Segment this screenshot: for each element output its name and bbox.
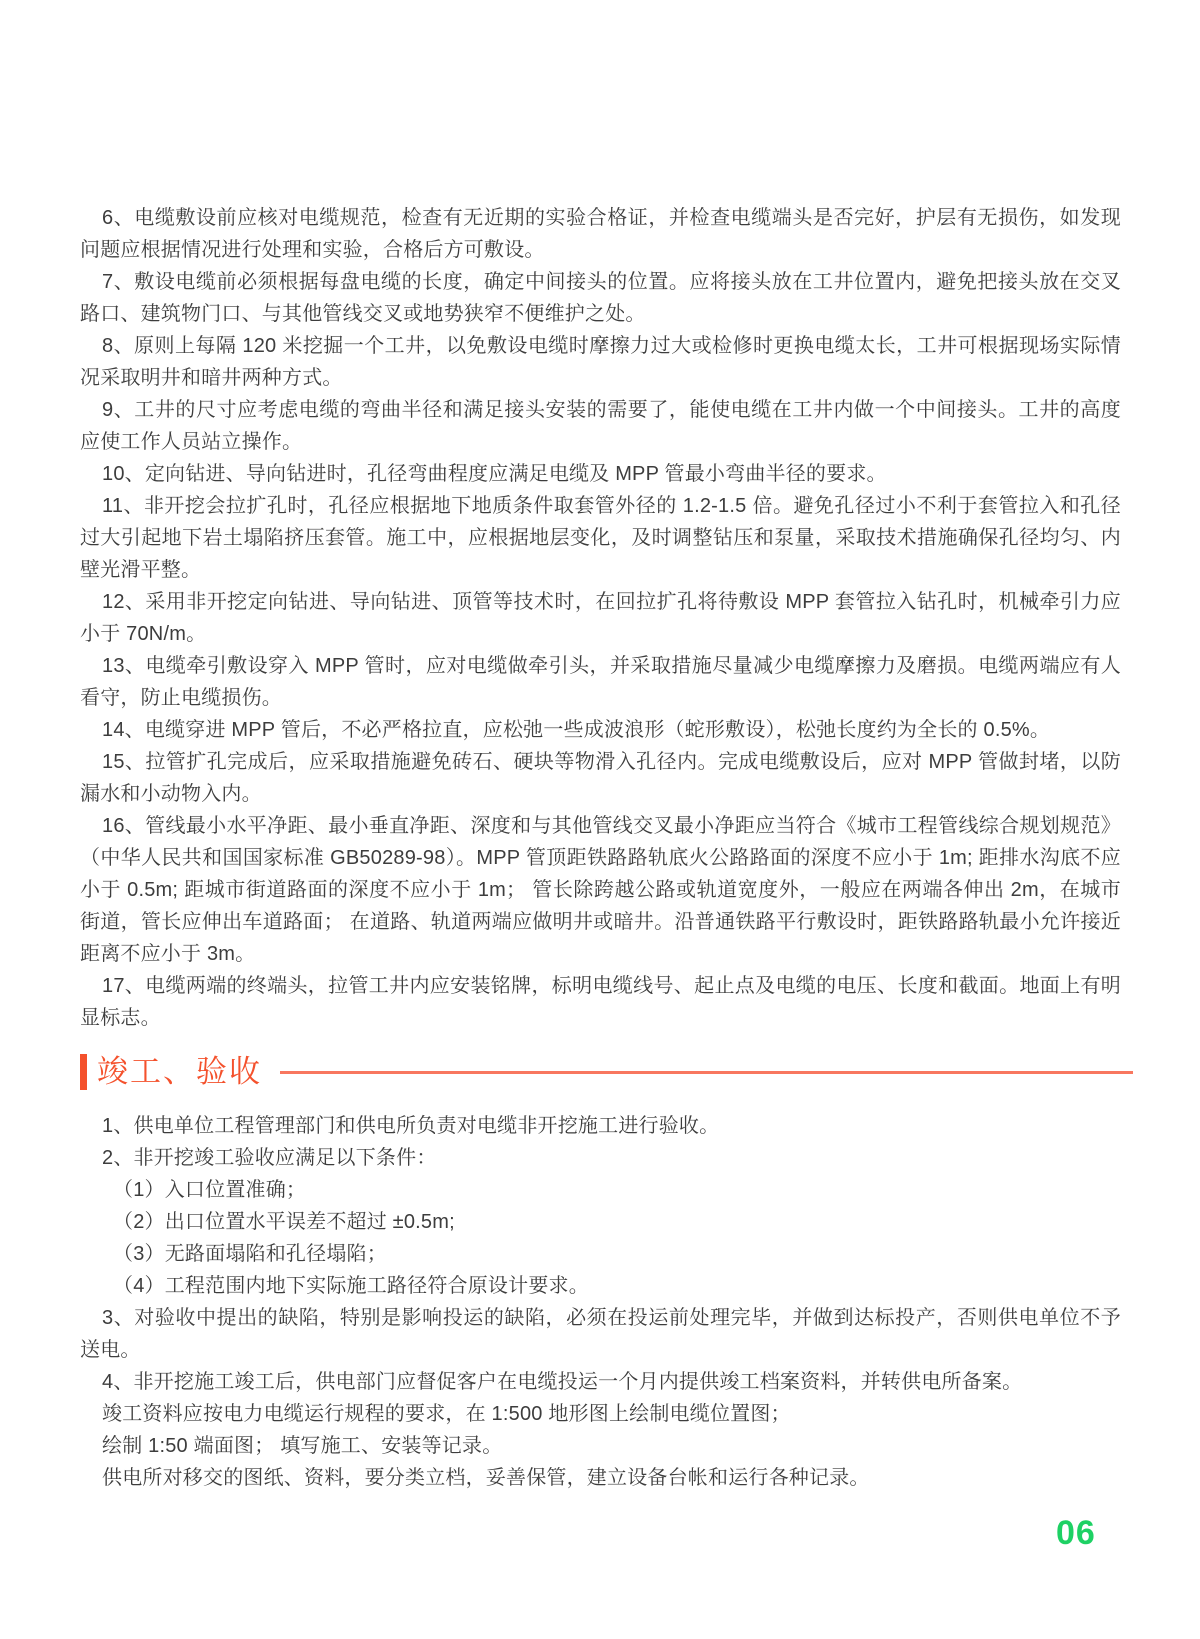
- section-title: 竣工、验收: [97, 1054, 262, 1090]
- construction-paragraph-7: 7、敷设电缆前必须根据每盘电缆的长度，确定中间接头的位置。应将接头放在工井位置内，避免把接头放在交叉路口、建筑物门口、与其他管线交叉或地势狭窄不便维护之处。: [80, 271, 1121, 325]
- construction-paragraph-11: 11、非开挖会拉扩孔时，孔径应根据地下地质条件取套管外径的 1.2-1.5 倍。避免孔径过小不利于套管拉入和孔径过大引起地下岩土塌陷挤压套管。施工中，应根据地层变化，及时调整钻压和泵量，采取技术措施确保孔径均匀、内壁光滑平整。: [80, 495, 1121, 581]
- acceptance-paragraph-3: 3、对验收中提出的缺陷，特别是影响投运的缺陷，必须在投运前处理完毕，并做到达标投产，否则供电单位不予送电。: [80, 1307, 1121, 1361]
- section-accent-bar: [80, 1054, 87, 1090]
- construction-paragraph-10: 10、定向钻进、导向钻进时，孔径弯曲程度应满足电缆及 MPP 管最小弯曲半径的要求。: [102, 463, 887, 485]
- section-header-completion-acceptance: [80, 1050, 1133, 1094]
- acceptance-subitem-4: （4）工程范围内地下实际施工路径符合原设计要求。: [113, 1275, 589, 1297]
- acceptance-section: [80, 1110, 1121, 1494]
- construction-requirements-section: [80, 202, 1121, 1034]
- construction-paragraph-16: 16、管线最小水平净距、最小垂直净距、深度和与其他管线交叉最小净距应当符合《城市工程管线综合规划规范》（中华人民共和国国家标准 GB50289-98）。MPP 管顶距铁路路轨底火公路路面的深度不应小于 1m; 距排水沟底不应小于 0.5m; 距城市街道路面的深度不应小于 1m； 管长除跨越公路或轨道宽度外，一般应在两端各伸出 2m，在城市街道，管长应伸出车道路面； 在道路、轨道两端应做明井或暗井。沿普通铁路平行敷设时，距铁路路轨最小允许接近距离不应小于 3m。: [80, 815, 1121, 965]
- construction-paragraph-9: 9、工井的尺寸应考虑电缆的弯曲半径和满足接头安装的需要了，能使电缆在工井内做一个中间接头。工井的高度应使工作人员站立操作。: [80, 399, 1121, 453]
- acceptance-paragraph-1: 1、供电单位工程管理部门和供电所负责对电缆非开挖施工进行验收。: [102, 1115, 720, 1137]
- acceptance-subitem-1: （1）入口位置准确；: [113, 1179, 307, 1201]
- acceptance-paragraph-4: 4、非开挖施工竣工后，供电部门应督促客户在电缆投运一个月内提供竣工档案资料，并转供电所备案。: [102, 1371, 1023, 1393]
- construction-paragraph-8: 8、原则上每隔 120 米挖掘一个工井，以免敷设电缆时摩擦力过大或检修时更换电缆太长，工井可根据现场实际情况采取明井和暗井两种方式。: [80, 335, 1121, 389]
- acceptance-subitem-2: （2）出口位置水平误差不超过 ±0.5m;: [113, 1211, 455, 1233]
- construction-paragraph-13: 13、电缆牵引敷设穿入 MPP 管时，应对电缆做牵引头，并采取措施尽量减少电缆摩擦力及磨损。电缆两端应有人看守，防止电缆损伤。: [80, 655, 1121, 709]
- acceptance-note-records-2: 绘制 1:50 端面图； 填写施工、安装等记录。: [102, 1435, 503, 1457]
- construction-paragraph-15: 15、拉管扩孔完成后，应采取措施避免砖石、硬块等物滑入孔径内。完成电缆敷设后，应对 MPP 管做封堵，以防漏水和小动物入内。: [80, 751, 1121, 805]
- acceptance-note-records-1: 竣工资料应按电力电缆运行规程的要求，在 1:500 地形图上绘制电缆位置图；: [102, 1403, 791, 1425]
- construction-paragraph-14: 14、电缆穿进 MPP 管后，不必严格拉直，应松弛一些成波浪形（蛇形敷设），松弛长度约为全长的 0.5%。: [102, 719, 1051, 741]
- acceptance-paragraph-2: 2、非开挖竣工验收应满足以下条件：: [102, 1147, 437, 1169]
- page-number: 06: [1056, 1514, 1096, 1552]
- acceptance-note-records-3: 供电所对移交的图纸、资料，要分类立档，妥善保管，建立设备台帐和运行各种记录。: [102, 1467, 870, 1489]
- construction-paragraph-17: 17、电缆两端的终端头，拉管工井内应安装铭牌，标明电缆线号、起止点及电缆的电压、长度和截面。地面上有明显标志。: [80, 975, 1121, 1029]
- acceptance-subitem-3: （3）无路面塌陷和孔径塌陷；: [113, 1243, 387, 1265]
- construction-paragraph-6: 6、电缆敷设前应核对电缆规范，检查有无近期的实验合格证，并检查电缆端头是否完好，护层有无损伤，如发现问题应根据情况进行处理和实验，合格后方可敷设。: [80, 207, 1121, 261]
- construction-paragraph-12: 12、采用非开挖定向钻进、导向钻进、顶管等技术时，在回拉扩孔将待敷设 MPP 套管拉入钻孔时，机械牵引力应小于 70N/m。: [80, 591, 1121, 645]
- section-divider-line: [280, 1071, 1133, 1074]
